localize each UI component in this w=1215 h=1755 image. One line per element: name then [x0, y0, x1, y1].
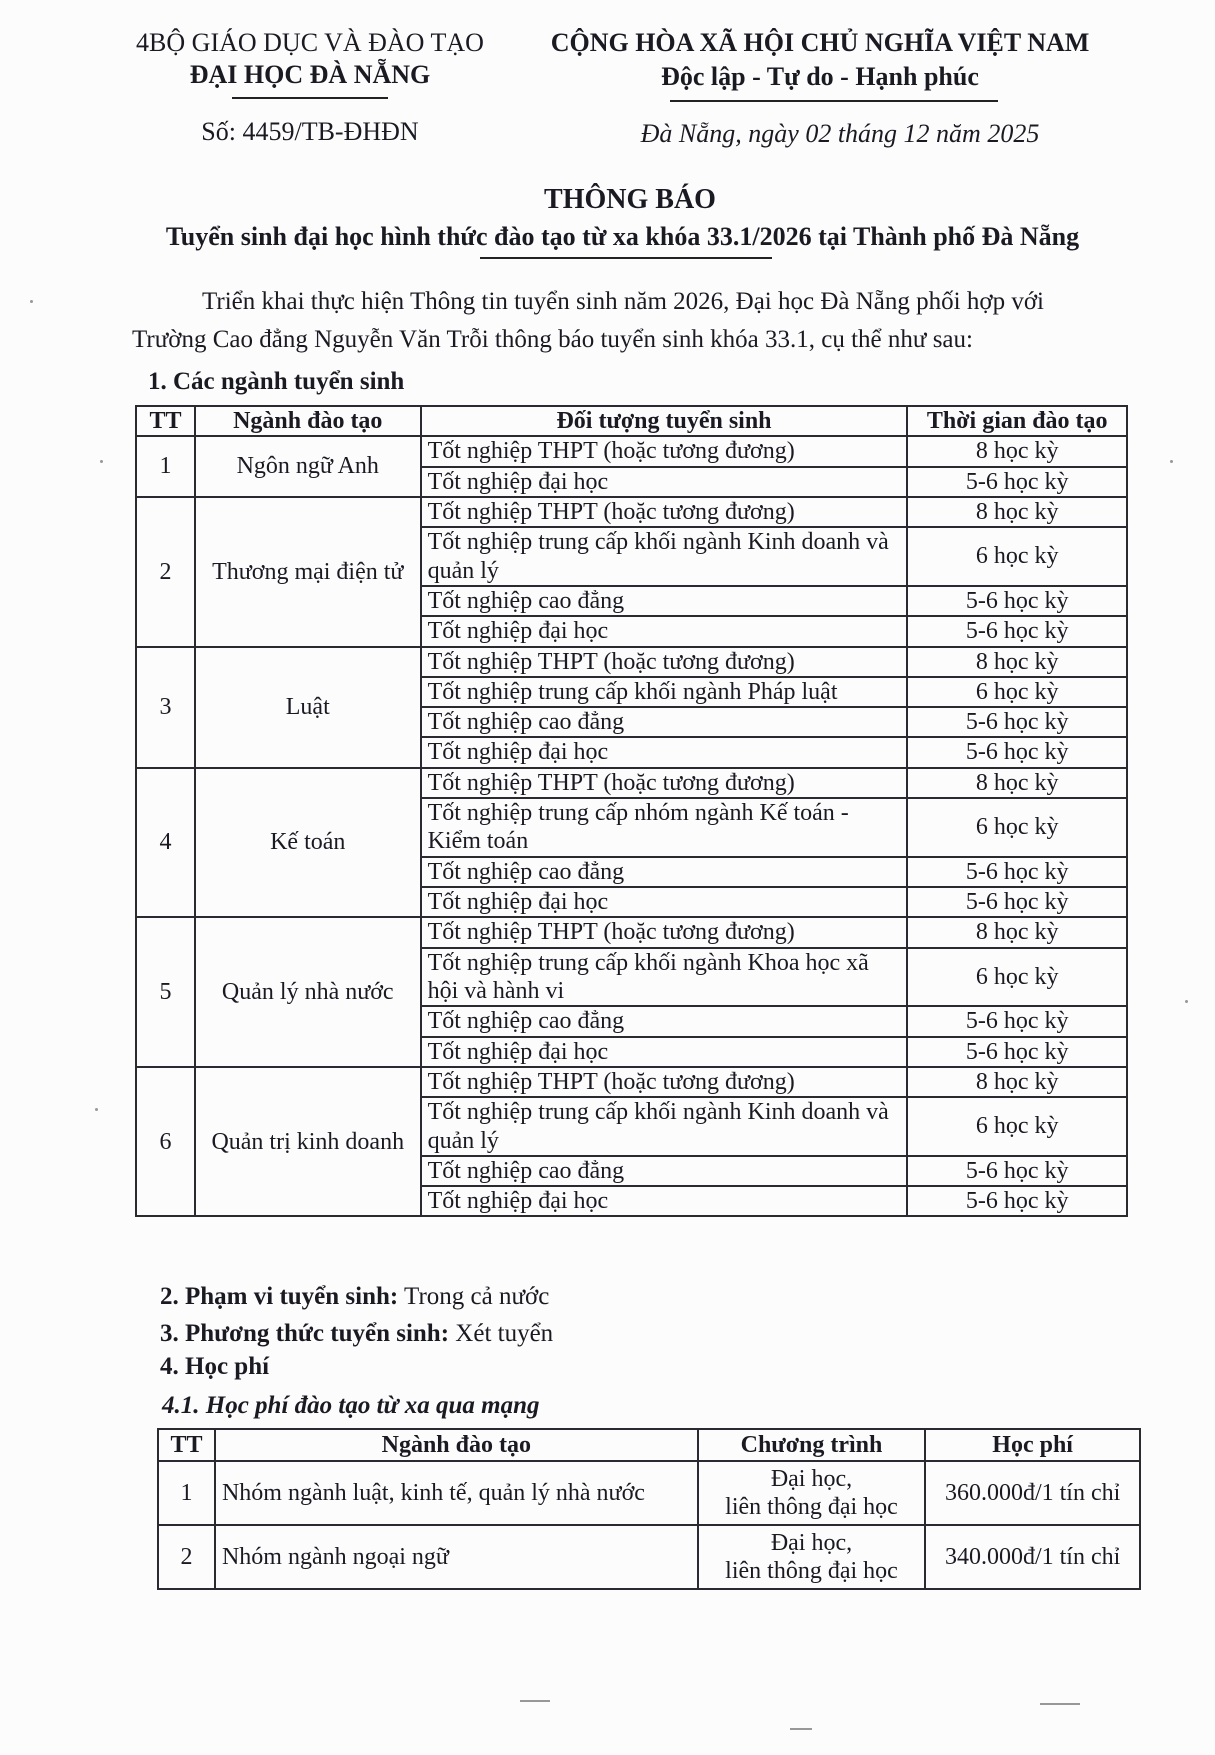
admission-target: Tốt nghiệp THPT (hoặc tương đương) [421, 436, 908, 466]
fee-col-program: Chương trình [698, 1429, 926, 1461]
admission-target: Tốt nghiệp THPT (hoặc tương đương) [421, 768, 908, 798]
training-duration: 5-6 học kỳ [907, 887, 1127, 917]
training-duration: 5-6 học kỳ [907, 857, 1127, 887]
subtitle-underline [480, 257, 772, 259]
university-underline [232, 97, 388, 99]
major-name: Luật [195, 647, 421, 768]
major-number: 3 [136, 647, 195, 768]
scan-speck [95, 1108, 98, 1111]
intro-line-1: Triển khai thực hiện Thông tin tuyển sinh năm 2026, Đại học Đà Nẵng phối hợp với [202, 288, 1044, 315]
scan-speck [520, 1700, 550, 1702]
admission-target: Tốt nghiệp cao đẳng [421, 1156, 908, 1186]
admission-target: Tốt nghiệp trung cấp khối ngành Khoa học xã hội và hành vi [421, 948, 908, 1007]
majors-table-row [136, 1067, 1127, 1097]
training-duration: 5-6 học kỳ [907, 1186, 1127, 1216]
ministry-name: 4BỘ GIÁO DỤC VÀ ĐÀO TẠO [136, 28, 484, 57]
fee-row-tt: 2 [158, 1525, 215, 1589]
col-target: Đối tượng tuyển sinh [421, 406, 908, 436]
training-duration: 5-6 học kỳ [907, 1006, 1127, 1036]
fee-row [158, 1525, 1140, 1589]
training-duration: 5-6 học kỳ [907, 737, 1127, 767]
admission-target: Tốt nghiệp trung cấp khối ngành Kinh doanh và quản lý [421, 1097, 908, 1156]
majors-table-row [136, 647, 1127, 677]
training-duration: 8 học kỳ [907, 647, 1127, 677]
major-number: 6 [136, 1067, 195, 1217]
document-title: THÔNG BÁO [544, 184, 716, 215]
fee-row-program-line-1: Đại học, [770, 1465, 853, 1492]
training-duration: 8 học kỳ [907, 497, 1127, 527]
section-3-value: Xét tuyển [455, 1320, 554, 1347]
fee-row-program-line-2: liên thông đại học [725, 1494, 898, 1520]
republic-name: CỘNG HÒA XÃ HỘI CHỦ NGHĨA VIỆT NAM [550, 28, 1090, 57]
col-major: Ngành đào tạo [195, 406, 421, 436]
fee-row-program-line-2: liên thông đại học [725, 1558, 898, 1584]
fee-col-group: Ngành đào tạo [215, 1429, 698, 1461]
section-4-1-heading: 4.1. Học phí đào tạo từ xa qua mạng [162, 1392, 540, 1419]
fee-row-tt: 1 [158, 1461, 215, 1525]
motto-underline [670, 100, 998, 102]
fee-col-fee: Học phí [925, 1429, 1140, 1461]
scan-speck [1040, 1703, 1080, 1705]
fee-row-fee: 360.000đ/1 tín chỉ [925, 1461, 1140, 1525]
admission-target: Tốt nghiệp đại học [421, 887, 908, 917]
fee-row-group: Nhóm ngành ngoại ngữ [215, 1525, 698, 1589]
majors-table-row [136, 436, 1127, 466]
majors-table-row [136, 497, 1127, 527]
training-duration: 6 học kỳ [907, 798, 1127, 857]
training-duration: 5-6 học kỳ [907, 467, 1127, 497]
training-duration: 5-6 học kỳ [907, 1156, 1127, 1186]
admission-target: Tốt nghiệp đại học [421, 467, 908, 497]
training-duration: 6 học kỳ [907, 948, 1127, 1007]
scan-speck [1185, 1000, 1188, 1003]
training-duration: 6 học kỳ [907, 1097, 1127, 1156]
admission-target: Tốt nghiệp đại học [421, 616, 908, 646]
section-1-heading: 1. Các ngành tuyển sinh [148, 368, 405, 395]
fee-table [157, 1428, 1141, 1590]
majors-table-row [136, 768, 1127, 798]
scan-speck [100, 460, 103, 463]
intro-line-2: Trường Cao đẳng Nguyễn Văn Trỗi thông báo tuyển sinh khóa 33.1, cụ thể như sau: [132, 326, 973, 353]
admission-target: Tốt nghiệp cao đẳng [421, 707, 908, 737]
major-number: 4 [136, 768, 195, 918]
fee-row-group: Nhóm ngành luật, kinh tế, quản lý nhà nước [215, 1461, 698, 1525]
training-duration: 5-6 học kỳ [907, 707, 1127, 737]
majors-table [135, 405, 1128, 1217]
col-duration: Thời gian đào tạo [907, 406, 1127, 436]
fee-row-fee: 340.000đ/1 tín chỉ [925, 1525, 1140, 1589]
university-name: ĐẠI HỌC ĐÀ NẴNG [189, 60, 431, 89]
admission-target: Tốt nghiệp đại học [421, 737, 908, 767]
scan-speck [1170, 460, 1173, 463]
place-date: Đà Nẵng, ngày 02 tháng 12 năm 2025 [640, 119, 1040, 148]
major-name: Quản lý nhà nước [195, 917, 421, 1067]
major-number: 1 [136, 436, 195, 497]
admission-target: Tốt nghiệp THPT (hoặc tương đương) [421, 1067, 908, 1097]
section-2 [160, 1283, 549, 1311]
major-name: Kế toán [195, 768, 421, 918]
section-2-label: 2. Phạm vi tuyển sinh: [160, 1283, 399, 1310]
major-name: Thương mại điện tử [195, 497, 421, 647]
section-3 [160, 1320, 553, 1348]
major-name: Quản trị kinh doanh [195, 1067, 421, 1217]
training-duration: 8 học kỳ [907, 1067, 1127, 1097]
fee-row [158, 1461, 1140, 1525]
training-duration: 6 học kỳ [907, 677, 1127, 707]
admission-target: Tốt nghiệp THPT (hoặc tương đương) [421, 917, 908, 947]
scan-speck [30, 300, 33, 303]
training-duration: 5-6 học kỳ [907, 616, 1127, 646]
majors-table-header [136, 406, 1127, 436]
major-name: Ngôn ngữ Anh [195, 436, 421, 497]
fee-row-program [698, 1461, 926, 1525]
admission-target: Tốt nghiệp THPT (hoặc tương đương) [421, 647, 908, 677]
document-number: Số: 4459/TB-ĐHĐN [201, 117, 419, 146]
admission-target: Tốt nghiệp THPT (hoặc tương đương) [421, 497, 908, 527]
section-4-heading: 4. Học phí [160, 1353, 270, 1380]
fee-table-header [158, 1429, 1140, 1461]
major-number: 2 [136, 497, 195, 647]
admission-target: Tốt nghiệp trung cấp nhóm ngành Kế toán - Kiểm toán [421, 798, 908, 857]
fee-row-program-line-1: Đại học, [770, 1529, 853, 1556]
training-duration: 5-6 học kỳ [907, 586, 1127, 616]
scan-speck [790, 1728, 812, 1730]
section-3-label: 3. Phương thức tuyển sinh: [160, 1320, 450, 1347]
admission-target: Tốt nghiệp cao đẳng [421, 1006, 908, 1036]
admission-target: Tốt nghiệp đại học [421, 1186, 908, 1216]
major-number: 5 [136, 917, 195, 1067]
training-duration: 8 học kỳ [907, 917, 1127, 947]
admission-target: Tốt nghiệp trung cấp khối ngành Pháp luật [421, 677, 908, 707]
national-motto: Độc lập - Tự do - Hạnh phúc [661, 62, 979, 91]
training-duration: 6 học kỳ [907, 527, 1127, 586]
col-tt: TT [136, 406, 195, 436]
majors-table-row [136, 917, 1127, 947]
fee-row-program [698, 1525, 926, 1589]
section-2-value: Trong cả nước [404, 1283, 550, 1310]
document-subtitle: Tuyển sinh đại học hình thức đào tạo từ xa khóa 33.1/2026 tại Thành phố Đà Nẵng [165, 222, 1080, 251]
admission-target: Tốt nghiệp trung cấp khối ngành Kinh doanh và quản lý [421, 527, 908, 586]
fee-col-tt: TT [158, 1429, 215, 1461]
admission-target: Tốt nghiệp cao đẳng [421, 857, 908, 887]
admission-target: Tốt nghiệp đại học [421, 1037, 908, 1067]
training-duration: 5-6 học kỳ [907, 1037, 1127, 1067]
training-duration: 8 học kỳ [907, 436, 1127, 466]
training-duration: 8 học kỳ [907, 768, 1127, 798]
admission-target: Tốt nghiệp cao đẳng [421, 586, 908, 616]
